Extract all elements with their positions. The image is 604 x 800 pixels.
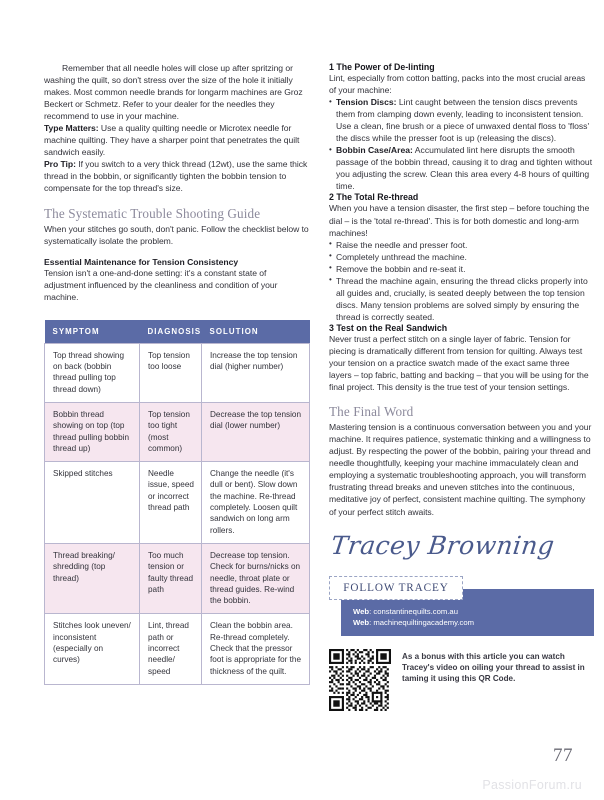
cell-symptom: Thread breaking/ shredding (top thread) (45, 543, 140, 613)
final-word-text: Mastering tension is a continuous conversation between you and your machine. It requires patience, systematic thinking and a willingness to adjust. By respecting the power of the bobbin, pairing your thread and needle thoughtfully, keeping your machine immaculately clean and employing a systematic troubleshooting approach, you will transform frustrating thread breaks and uneven stitches into the continuous, meditative joy of perfect, consistent machine quilting. The symphony of your perfect stitch awaits. (329, 422, 592, 517)
web-value-2: : machinequiltingacademy.com (369, 617, 475, 627)
website-line-2[interactable] (353, 617, 474, 628)
section-3-heading: 3 Test on the Real Sandwich (329, 322, 448, 333)
type-matters-paragraph (44, 122, 309, 158)
page-number: 77 (553, 745, 573, 766)
watermark: PassionForum.ru (482, 778, 582, 792)
table-row (45, 543, 310, 613)
cell-symptom: Stitches look uneven/ inconsistent (especially on curves) (45, 614, 140, 684)
section-2-bullets (329, 239, 594, 323)
section-1-bullets (329, 96, 594, 192)
table-row (45, 462, 310, 544)
guide-text: When your stitches go south, don't panic. Follow the checklist below to systematically isolate the problem. (44, 223, 309, 246)
left-column (44, 62, 309, 685)
qr-code-icon[interactable] (329, 649, 391, 711)
follow-tracey-box (329, 576, 594, 636)
cell-symptom: Top thread showing on back (bobbin thread pulling top thread down) (45, 343, 140, 402)
cell-solution: Increase the top tension dial (higher number) (202, 343, 310, 402)
table-row (45, 402, 310, 461)
cell-symptom: Skipped stitches (45, 462, 140, 544)
list-item: • Raise the needle and presser foot. (329, 239, 594, 251)
cell-solution: Change the needle (it's dull or bent). Slow down the machine. Re-thread completely. Loosen quilt sandwich on long arm rollers. (202, 462, 310, 544)
section-1-heading: 1 The Power of De-linting (329, 62, 435, 72)
cell-solution: Clean the bobbin area. Re-thread completely. Check that the pressor foot is appropriate for the thickness of the quilt. (202, 614, 310, 684)
list-item (329, 144, 594, 192)
pro-tip-text: If you switch to a very thick thread (12wt), use the same thick thread in the bobbin, or significantly tighten the bobbin tension to compensate for the top thread's size. (44, 159, 308, 194)
qr-description: As a bonus with this article you can watch Tracey's video on oiling your thread to assist in taming it using this QR Code. (402, 651, 585, 684)
web-label-2: Web (353, 617, 370, 627)
table-header-symptom: SYMPTOM (45, 320, 140, 344)
cell-diagnosis: Lint, thread path or incorrect needle/ speed (140, 614, 202, 684)
type-matters-text: Use a quality quilting needle or Microtex needle for machine quilting. They have a sharper point that penetrates the quilt sandwich easily. (44, 123, 300, 158)
two-column-layout (44, 62, 593, 711)
table-header-solution: SOLUTION (202, 320, 310, 344)
table-body (45, 343, 310, 684)
guide-heading: The Systematic Trouble Shooting Guide (44, 205, 261, 221)
follow-tracey-label: FOLLOW TRACEY (343, 581, 449, 594)
website-line-1[interactable] (353, 606, 474, 617)
list-item: • Remove the bobbin and re-seat it. (329, 263, 594, 275)
maintenance-text: Tension isn't a one-and-done setting: it's a constant state of adjustment influenced by the cleanliness and condition of your machine. (44, 267, 278, 302)
section-2-heading: 2 The Total Re-thread (329, 192, 419, 203)
follow-links (353, 606, 474, 628)
right-column (329, 62, 594, 711)
cell-solution: Decrease top tension. Check for burns/nicks on needle, throat plate or thread guides. Re-wind the bobbin. (202, 543, 310, 613)
final-word-heading: The Final Word (329, 404, 414, 420)
list-item (329, 96, 594, 144)
pro-tip-paragraph (44, 158, 309, 194)
table-header-diagnosis: DIAGNOSIS (140, 320, 202, 344)
list-item: • Thread the machine again, ensuring the thread clicks properly into all guides and, crucially, is seated deeply between the top tension discs. Many tension problems are solved simply by ensuring the thread is correctly seated. (329, 275, 594, 323)
list-item: • Completely unthread the machine. (329, 251, 594, 263)
troubleshooting-table (44, 320, 310, 685)
cell-diagnosis: Too much tension or faulty thread path (140, 543, 202, 613)
qr-section (329, 649, 594, 711)
bullet-label: Tension Discs: (336, 97, 397, 108)
web-label-1: Web (353, 606, 370, 616)
bullet-text: Accumulated lint here disrupts the smooth passage of the bobbin thread, causing it to drag and tighten without you adjusting the screw. Clean this area every 4-8 hours of quilting time. (336, 145, 593, 192)
bullet-label: Bobbin Case/Area: (336, 145, 413, 156)
maintenance-heading: Essential Maintenance for Tension Consistency (44, 256, 239, 267)
cell-symptom: Bobbin thread showing on top (top thread pulling bobbin thread up) (45, 402, 140, 461)
section-2-intro: When you have a tension disaster, the first step – before touching the dial – is the 'total re-thread'. This is for both domestic and long-arm machines! (329, 203, 590, 238)
table-row (45, 343, 310, 402)
cell-diagnosis: Needle issue, speed or incorrect thread path (140, 462, 202, 544)
bullet-text: Lint caught between the tension discs prevents them from clamping down evenly, leading to inconsistent tension. Use a clean, fine brush or a piece of unwaxed dental floss to 'floss' the discs while the presser foot is up (releasing the discs). (336, 97, 590, 144)
pro-tip-label: Pro Tip: (44, 159, 76, 170)
section-1-intro: Lint, especially from cotton batting, packs into the most crucial areas of your machine: (329, 73, 586, 96)
intro-paragraph: Remember that all needle holes will close up after spritzing or washing the quilt, so don't stress over the size of the hole it initially makes. Most common needle brands for longarm machines are Groz Beckert or Schmetz. Refer to your dealer for the needles they recommend to use in your machine. (44, 63, 303, 122)
cell-diagnosis: Top tension too tight (most common) (140, 402, 202, 461)
table-header-row (45, 320, 310, 344)
cell-solution: Decrease the top tension dial (lower number) (202, 402, 310, 461)
cell-diagnosis: Top tension too loose (140, 343, 202, 402)
web-value-1: : constantinequilts.com.au (369, 606, 458, 616)
section-3-text: Never trust a perfect stitch on a single layer of fabric. Tension for piecing is dramatically different from tension for quilting. Always test your tension on a practice swatch made of the exact same three layers – top fabric, batting and backing – that you will be using for the final project. This density is the true test of your tension settings. (329, 333, 589, 393)
follow-tracey-tab (329, 576, 463, 600)
type-matters-label: Type Matters: (44, 123, 99, 134)
table-row (45, 614, 310, 684)
author-signature: Tracey Browning (329, 530, 557, 560)
